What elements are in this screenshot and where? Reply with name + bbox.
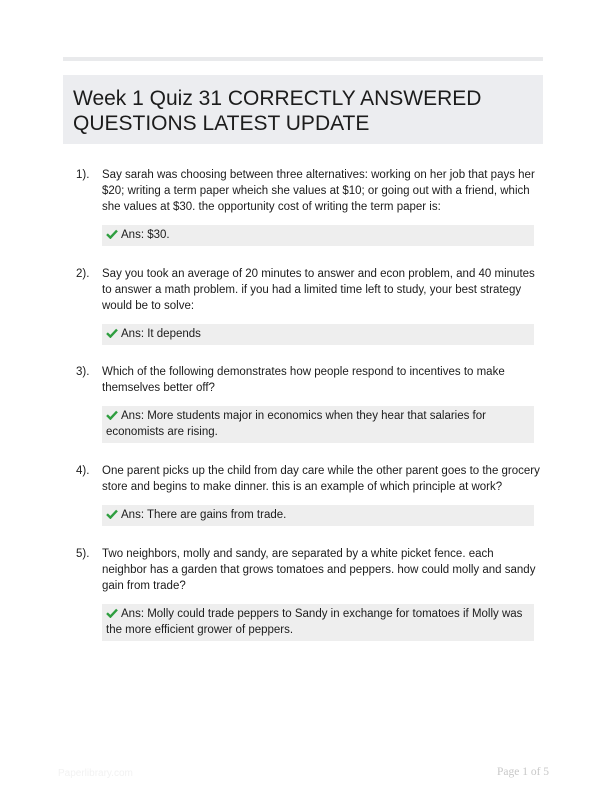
question-item [76,167,540,246]
answer-text: Ans: Molly could trade peppers to Sandy in exchange for tomatoes if Molly was the more efficient grower of peppers. [106,608,523,636]
answer-text: Ans: $30. [121,229,170,241]
question-number: 3). [76,366,90,378]
title-banner [63,75,543,144]
answer-box [102,324,534,345]
page-indicator: Page 1 of 5 [497,766,550,778]
question-number: 5). [76,548,90,560]
question-item [76,266,540,345]
watermark-text: Paperlibrary.com [58,768,133,779]
answer-text: Ans: More students major in economics when they hear that salaries for economists are rising. [106,410,486,438]
check-icon [106,410,118,420]
question-item [76,364,540,443]
check-icon [106,328,118,338]
question-item [76,546,540,641]
answer-box [102,406,534,443]
check-icon [106,229,118,239]
answer-text: Ans: There are gains from trade. [121,509,287,521]
question-text: Say sarah was choosing between three alternatives: working on her job that pays her $20; writing a term paper wheich she values at $10; or going out with a friend, which she values at $30. the opportunity cost of writing the term paper is: [102,169,535,213]
question-text: One parent picks up the child from day care while the other parent goes to the grocery store and begins to make dinner. this is an example of which principle at work? [102,465,540,493]
answer-box [102,505,534,526]
top-divider [63,57,543,61]
page-title: Week 1 Quiz 31 CORRECTLY ANSWERED QUESTIONS LATEST UPDATE [73,87,482,135]
question-text: Say you took an average of 20 minutes to answer and econ problem, and 40 minutes to answer a math problem. if you had a limited time left to study, your best strategy would be to solve: [102,268,535,312]
question-number: 4). [76,465,90,477]
question-number: 1). [76,169,90,181]
question-number: 2). [76,268,90,280]
answer-box [102,225,534,246]
answer-text: Ans: It depends [121,328,201,340]
question-text: Two neighbors, molly and sandy, are separated by a white picket fence. each neighbor has a garden that grows tomatoes and peppers. how could molly and sandy gain from trade? [102,548,536,592]
question-text: Which of the following demonstrates how people respond to incentives to make themselves better off? [102,366,505,394]
check-icon [106,608,118,618]
check-icon [106,509,118,519]
answer-box [102,604,534,641]
question-item [76,463,540,526]
